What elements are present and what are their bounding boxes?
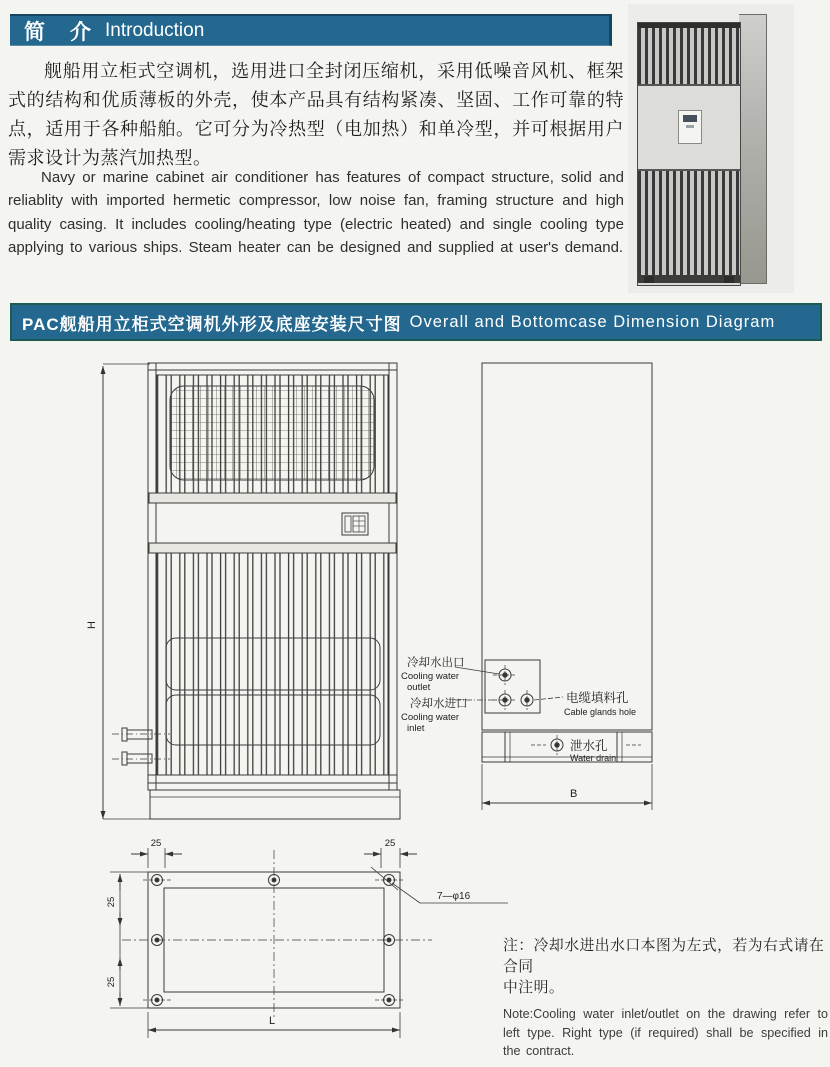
product-photo	[628, 4, 794, 293]
bolt-holes	[152, 875, 395, 1006]
dim-label-B: B	[570, 788, 578, 800]
cabinet-front-face	[637, 22, 741, 286]
callout-inlet-zh: 冷却水进口	[410, 698, 468, 710]
cabinet-upper-grille	[638, 28, 740, 86]
dim-label-25-side-lower: 25	[106, 976, 117, 988]
front-view	[103, 363, 400, 819]
cabinet-lower-grille	[638, 169, 740, 275]
note-zh-line1: 注：冷却水进出水口本图为左式，若为右式请在合同	[503, 938, 825, 975]
side-view	[455, 363, 652, 810]
drawing-note	[503, 936, 828, 1061]
callout-cable-zh: 电缆填料孔	[566, 691, 629, 705]
cabinet-side-face	[739, 14, 767, 284]
note-zh-line2: 中注明。	[503, 980, 565, 996]
diagram-title-en: Overall and Bottomcase Dimension Diagram	[409, 312, 776, 331]
callout-cable-en: Cable glands hole	[564, 707, 637, 717]
intro-header-bar	[10, 14, 612, 46]
intro-title-zh: 简 介	[24, 20, 93, 44]
callout-outlet-en1: Cooling water	[401, 671, 460, 682]
cabinet-control-panel	[678, 110, 702, 144]
dim-label-H: H	[86, 621, 98, 629]
callout-drain-zh: 泄水孔	[570, 739, 608, 753]
intro-paragraph-english: Navy or marine cabinet air conditioner has features of compact structure, solid and reliablity with imported hermetic compressor, low noise fan, framing structure and high quality casing. It includes cooling/heating type (electric heated) and single cooling type applying to various ships. Steam heater can be designed and supplied at user's demand.	[8, 169, 624, 257]
callout-inlet-en1: Cooling water	[401, 712, 460, 723]
intro-title-en: Introduction	[105, 19, 205, 41]
cooling-water-outlet-hole	[493, 665, 517, 685]
callout-inlet-en2: inlet	[407, 723, 425, 734]
cabinet-foot-right	[724, 276, 734, 283]
holes-count-label: 7—φ16	[437, 891, 471, 902]
callout-outlet-zh: 冷却水出口	[407, 657, 465, 669]
callout-outlet-en2: outlet	[407, 682, 431, 693]
control-box	[342, 513, 368, 535]
intro-paragraph-chinese: 舰船用立柜式空调机，选用进口全封闭压缩机，采用低噪音风机、框架式的结构和优质薄板的外壳，使本产品具有结构紧凑、坚固、工作可靠的特点，适用于各种船舶。它可分为冷热型（电加热）和单冷型，并可根据用户需求设计为蒸汽加热型。	[8, 61, 624, 168]
cabinet-foot-left	[644, 276, 654, 283]
note-en: Note:Cooling water inlet/outlet on the drawing refer to left type. Right type (if required) shall be specified in the contract.	[503, 1007, 828, 1059]
cable-glands-hole	[521, 690, 533, 710]
diagram-title-zh: PAC舰船用立柜式空调机外形及底座安装尺寸图	[22, 314, 402, 334]
dim-label-25-side-upper: 25	[106, 896, 117, 908]
control-display	[683, 115, 697, 122]
base-plate-view	[110, 848, 508, 1038]
dim-label-25-top-left: 25	[150, 838, 162, 849]
cabinet-middle-panel	[638, 86, 740, 169]
dim-label-25-top-right: 25	[384, 838, 396, 849]
callout-drain-en: Water drain	[570, 753, 617, 763]
control-buttons	[686, 125, 694, 128]
diagram-header-bar	[10, 303, 822, 341]
dim-label-L: L	[268, 1015, 276, 1027]
